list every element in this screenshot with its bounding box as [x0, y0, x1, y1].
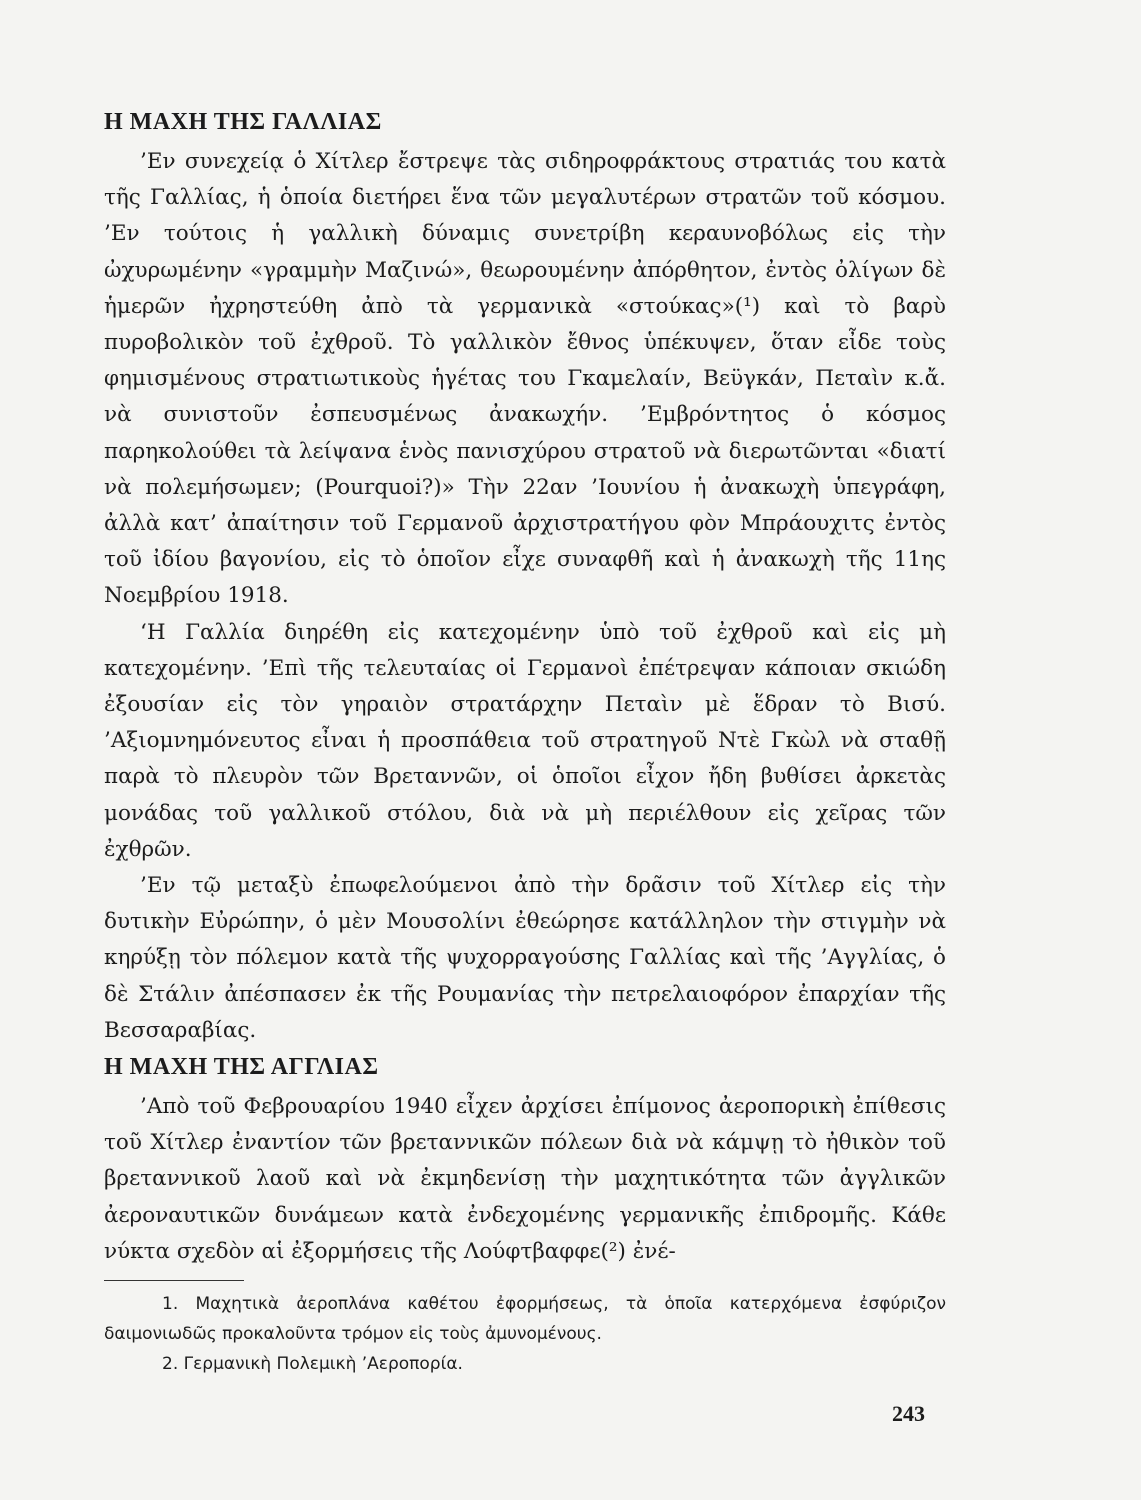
paragraph: ‘Η Γαλλία διηρέθη εἰς κατεχομένην ὑπὸ τοῦ ἐχθροῦ καὶ εἰς μὴ κατεχομένην. ’Επὶ τῆς τελευταίας οἱ Γερμανοὶ ἐπέτρεψαν κάποιαν σκιώδη ἐξουσίαν εἰς τὸν γηραιὸν στρατάρχην Πεταὶν μὲ ἕδραν τὸ Βισύ. ’Αξιομνημόνευτος εἶναι ἡ προσπάθεια τοῦ στρατηγοῦ Ντὲ Γκὼλ νὰ σταθῇ παρὰ τὸ πλευρὸν τῶν Βρεταννῶν, οἱ ὁποῖοι εἶχον ἤδη βυθίσει ἀρκετὰς μονάδας τοῦ γαλλικοῦ στόλου, διὰ νὰ μὴ περιέλθουν εἰς χεῖρας τῶν ἐχθρῶν.: [104, 619, 946, 862]
section-heading-france: Η ΜΑΧΗ ΤΗΣ ΓΑΛΛΙΑΣ: [104, 109, 382, 135]
footnote-2: 2. Γερμανικὴ Πολεμικὴ ’Αεροπορία.: [162, 1354, 463, 1375]
page-body: [96, 92, 946, 1379]
paragraph: ’Εν τῷ μεταξὺ ἐπωφελούμενοι ἀπὸ τὴν δρᾶσιν τοῦ Χίτλερ εἰς τὴν δυτικὴν Εὐρώπην, ὁ μὲν Μουσολίνι ἐθεώρησε κατάλληλον τὴν στιγμὴν νὰ κηρύξῃ τὸν πόλεμον κατὰ τῆς ψυχορραγούσης Γαλλίας καὶ τῆς ’Αγγλίας, ὁ δὲ Στάλιν ἀπέσπασεν ἐκ τῆς Ρουμανίας τὴν πετρελαιοφόρον ἐπαρχίαν τῆς Βεσσαραβίας.: [104, 873, 946, 1043]
page-number: 243: [892, 1401, 925, 1426]
paragraph: ’Απὸ τοῦ Φεβρουαρίου 1940 εἶχεν ἀρχίσει ἐπίμονος ἀεροπορικὴ ἐπίθεσις τοῦ Χίτλερ ἐναντίον τῶν βρεταννικῶν πόλεων διὰ νὰ κάμψῃ τὸ ἠθικὸν τοῦ βρεταννικοῦ λαοῦ καὶ νὰ ἐκμηδενίσῃ τὴν μαχητικότητα τῶν ἀγγλικῶν ἀεροναυτικῶν δυνάμεων κατὰ ἐνδεχομένης γερμανικῆς ἐπιδρομῆς. Κάθε νύκτα σχεδὸν αἱ ἐξορμήσεις τῆς Λούφτβαφφε(²) ἐνέ-: [104, 1094, 946, 1264]
section-heading-england: Η ΜΑΧΗ ΤΗΣ ΑΓΓΛΙΑΣ: [104, 1054, 379, 1081]
footnote-divider: [104, 1280, 244, 1281]
paragraph: ’Εν συνεχείᾳ ὁ Χίτλερ ἔστρεψε τὰς σιδηροφράκτους στρατιάς του κατὰ τῆς Γαλλίας, ἡ ὁποία διετήρει ἕνα τῶν μεγαλυτέρων στρατῶν τοῦ κόσμου. ’Εν τούτοις ἡ γαλλικὴ δύναμις συνετρίβη κεραυνοβόλως εἰς τὴν ὠχυρωμένην «γραμμὴν Μαζινώ», θεωρουμένην ἀπόρθητον, ἐντὸς ὀλίγων δὲ ἡμερῶν ἠχρηστεύθη ἀπὸ τὰ γερμανικὰ «στούκας»(¹) καὶ τὸ βαρὺ πυροβολικὸν τοῦ ἐχθροῦ. Τὸ γαλλικὸν ἔθνος ὑπέκυψεν, ὅταν εἶδε τοὺς φημισμένους στρατιωτικοὺς ἡγέτας του Γκαμελαίν, Βεϋγκάν, Πεταὶν κ.ἄ. νὰ συνιστοῦν ἐσπευσμένως ἀνακωχήν. ’Εμβρόντητος ὁ κόσμος παρηκολούθει τὰ λείψανα ἑνὸς πανισχύρου στρατοῦ νὰ διερωτῶνται «διατί νὰ πολεμήσωμεν; (Pourquoi?)» Τὴν 22αν ’Ιουνίου ἡ ἀνακωχὴ ὑπεγράφη, ἀλλὰ κατ’ ἀπαίτησιν τοῦ Γερμανοῦ ἀρχιστρατήγου φὸν Μπράουχιτς ἐντὸς τοῦ ἰδίου βαγονίου, εἰς τὸ ὁποῖον εἶχε συναφθῆ καὶ ἡ ἀνακωχὴ τῆς 11ης Νοεμβρίου 1918.: [104, 149, 946, 609]
footnote-1: 1. Μαχητικὰ ἀεροπλάνα καθέτου ἐφορμήσεως, τὰ ὁποῖα κατερχόμενα ἐσφύριζον δαιμονιωδῶς προκαλοῦντα τρόμον εἰς τοὺς ἀμυνομένους.: [104, 1294, 946, 1345]
